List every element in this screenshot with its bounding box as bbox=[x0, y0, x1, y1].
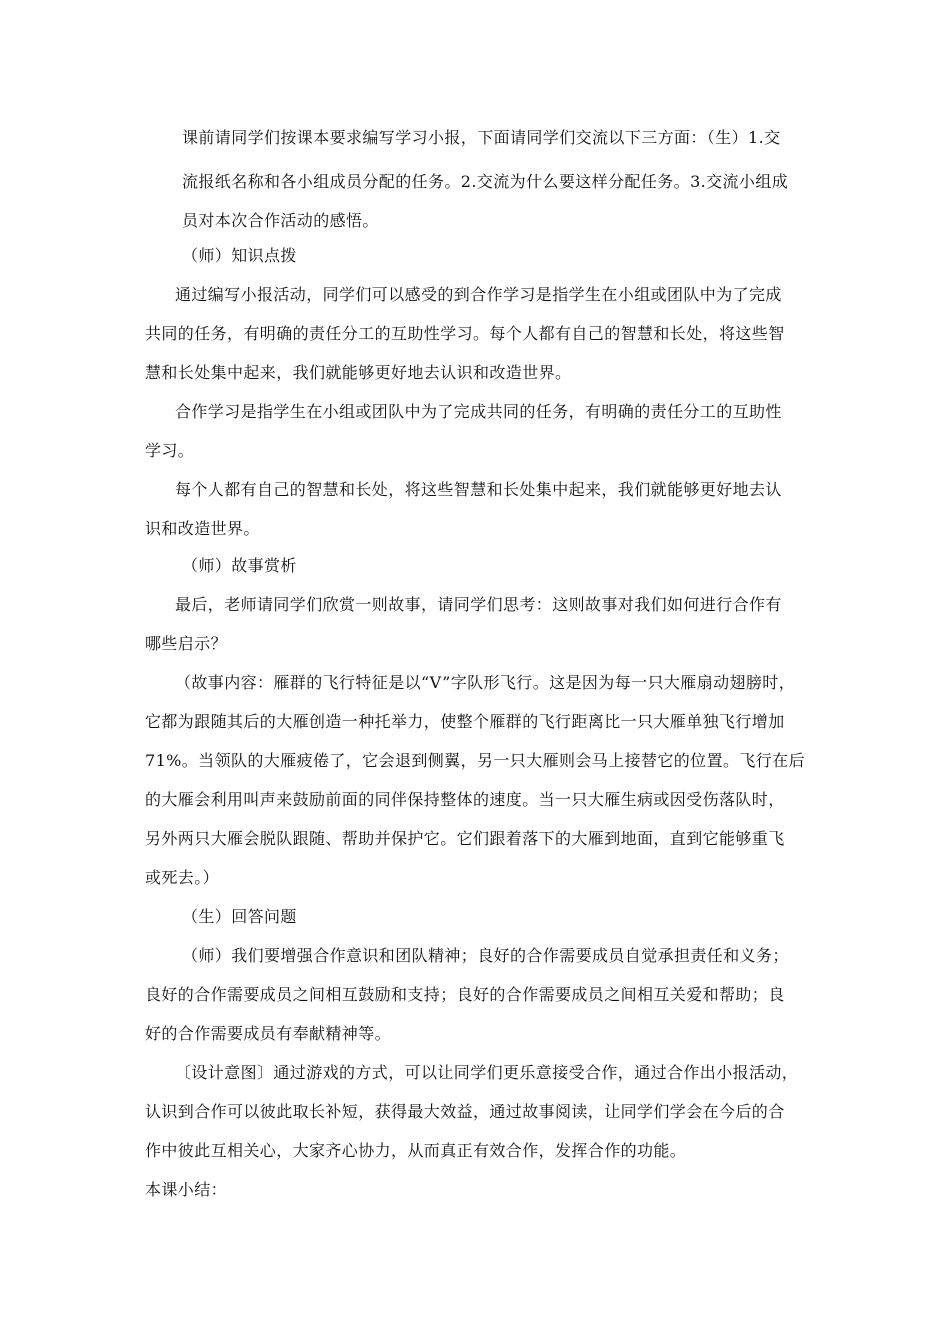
text-line: 〔设计意图〕通过游戏的方式，可以让同学们更乐意接受合作，通过合作出小报活动， bbox=[175, 1063, 799, 1082]
text-line: 共同的任务，有明确的责任分工的互助性学习。每个人都有自己的智慧和长处，将这些智 bbox=[145, 324, 785, 343]
text-line: 的大雁会利用叫声来鼓励前面的同伴保持整体的速度。当一只大雁生病或因受伤落队时， bbox=[145, 790, 785, 809]
text-line: （师）我们要增强合作意识和团队精神；良好的合作需要成员自觉承担责任和义务； bbox=[182, 946, 789, 965]
text-line: （故事内容：雁群的飞行特征是以“V”字队形飞行。这是因为每一只大雁扇动翅膀时， bbox=[175, 673, 796, 692]
text-line: 最后，老师请同学们欣赏一则故事，请同学们思考：这则故事对我们如何进行合作有 bbox=[175, 595, 782, 614]
text-line: 认识到合作可以彼此取长补短，获得最大效益，通过故事阅读，让同学们学会在今后的合 bbox=[145, 1102, 785, 1121]
lesson-summary-heading: 本课小结： bbox=[145, 1180, 228, 1199]
text-line: 课前请同学们按课本要求编写学习小报，下面请同学们交流以下三方面：（生）1.交 bbox=[182, 128, 781, 147]
text-line: 71%。当领队的大雁疲倦了，它会退到侧翼，另一只大雁则会马上接替它的位置。飞行在后 bbox=[145, 751, 805, 770]
section-heading: （师）故事赏析 bbox=[182, 556, 297, 575]
text-line: 通过编写小报活动，同学们可以感受的到合作学习是指学生在小组或团队中为了完成 bbox=[175, 285, 782, 304]
text-line: 慧和长处集中起来，我们就能够更好地去认识和改造世界。 bbox=[145, 363, 572, 382]
text-line: 识和改造世界。 bbox=[145, 519, 260, 538]
text-line: 合作学习是指学生在小组或团队中为了完成共同的任务，有明确的责任分工的互助性 bbox=[175, 402, 782, 421]
text-line: 好的合作需要成员有奉献精神等。 bbox=[145, 1024, 392, 1043]
text-line: 良好的合作需要成员之间相互鼓励和支持；良好的合作需要成员之间相互关爱和帮助；良 bbox=[145, 985, 785, 1004]
text-line: 它都为跟随其后的大雁创造一种托举力，使整个雁群的飞行距离比一只大雁单独飞行增加 bbox=[145, 712, 785, 731]
text-line: 另外两只大雁会脱队跟随、帮助并保护它。它们跟着落下的大雁到地面，直到它能够重飞 bbox=[145, 829, 785, 848]
text-line: 或死去。） bbox=[145, 868, 220, 887]
text-line: 学习。 bbox=[145, 441, 195, 460]
text-line: 员对本次合作活动的感悟。 bbox=[182, 211, 379, 230]
text-line: 流报纸名称和各小组成员分配的任务。2.交流为什么要这样分配任务。3.交流小组成 bbox=[182, 172, 789, 191]
section-heading: （生）回答问题 bbox=[182, 907, 297, 926]
text-line: 哪些启示？ bbox=[145, 634, 228, 653]
section-heading: （师）知识点拨 bbox=[182, 246, 297, 265]
text-line: 作中彼此互相关心，大家齐心协力，从而真正有效合作，发挥合作的功能。 bbox=[145, 1141, 687, 1160]
text-line: 每个人都有自己的智慧和长处，将这些智慧和长处集中起来，我们就能够更好地去认 bbox=[175, 480, 782, 499]
